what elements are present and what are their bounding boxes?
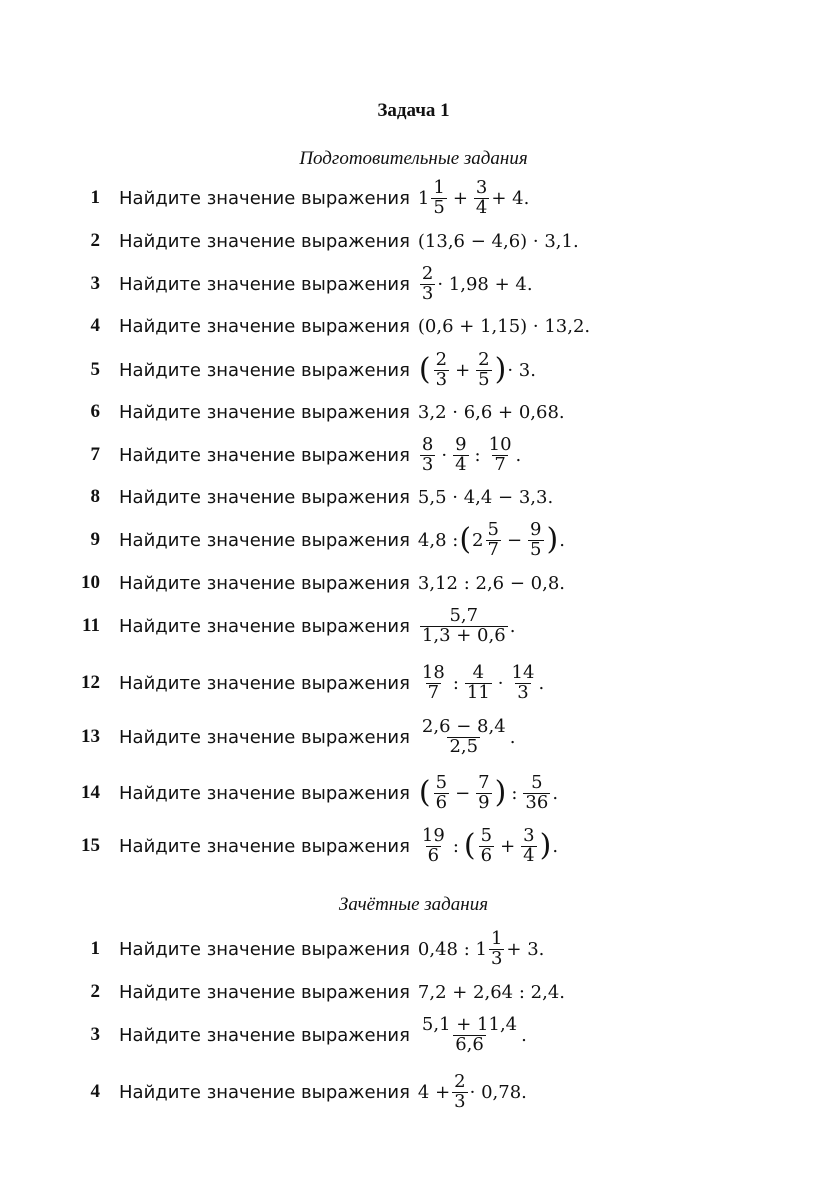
task-expression: 5,5 · 4,4 − 3,3. [417, 486, 554, 508]
task-expression: $\frac{5,7}{1,3 + 0,6}$ . [421, 604, 516, 646]
test-task-4 [0, 1064, 827, 1120]
task-expression: $\frac{19}{6}$ : ( $\frac{5}{6}$ + $\frac{3}{4}$ ) . [421, 824, 559, 866]
task-expression: $\frac{18}{7}$ : $\frac{4}{11}$ · $\frac{14}{3}$ . [421, 661, 545, 703]
task-expression: 4,8 : ( 2 $\frac{5}{7}$ − $\frac{9}{5}$ ) . [417, 518, 565, 560]
test-section-title: Зачётные задания [338, 894, 489, 915]
task-lead: Найдите значение выражения [119, 938, 410, 960]
task-expression: ( $\frac{5}{6}$ − $\frac{7}{9}$ ) : $\frac{5}{36}$ . [418, 771, 559, 813]
task-number: 2 [90, 230, 100, 251]
page-title: Задача 1 [377, 100, 450, 121]
fraction: $\frac{2}{3}$ [454, 1070, 466, 1112]
prep-task-14 [0, 765, 827, 821]
fraction: $\frac{2}{3}$ [435, 348, 448, 390]
test-task-3 [0, 1007, 827, 1063]
task-expression: $\frac{5,1 + 11,4}{6,6}$ . [421, 1013, 527, 1055]
task-number: 2 [90, 981, 100, 1002]
task-lead: Найдите значение выражения [119, 359, 410, 381]
task-expression: 7,2 + 2,64 : 2,4. [417, 981, 565, 1003]
prep-section-title: Подготовительные задания [299, 148, 528, 169]
fraction: $\frac{1}{3}$ [490, 927, 503, 969]
task-lead: Найдите значение выражения [119, 572, 410, 594]
task-number: 5 [90, 359, 100, 380]
fraction: $\frac{5}{6}$ [435, 771, 448, 813]
task-expression: 1 $\frac{1}{5}$ + $\frac{3}{4}$ + 4. [417, 176, 530, 218]
task-lead: Найдите значение выражения [119, 672, 410, 694]
task-number: 11 [82, 615, 100, 636]
fraction: $\frac{2}{3}$ [421, 262, 434, 304]
fraction: $\frac{19}{6}$ [421, 824, 445, 866]
task-lead: Найдите значение выражения [119, 230, 410, 252]
task-number: 12 [81, 672, 100, 693]
task-expression: 3,12 : 2,6 − 0,8. [417, 572, 565, 594]
fraction: $\frac{2}{5}$ [478, 348, 490, 390]
task-lead: Найдите значение выражения [119, 782, 410, 804]
task-expression: 0,48 : 1 $\frac{1}{3}$ + 3. [417, 927, 545, 969]
task-expression: (0,6 + 1,15) · 13,2. [417, 315, 591, 337]
fraction: $\frac{7}{9}$ [478, 771, 490, 813]
task-lead: Найдите значение выражения [119, 444, 410, 466]
task-number: 15 [81, 835, 100, 856]
task-expression: ( $\frac{2}{3}$ + $\frac{2}{5}$ ) · 3. [418, 348, 536, 390]
task-lead: Найдите значение выражения [119, 1024, 410, 1046]
fraction: $\frac{5,7}{1,3 + 0,6}$ [421, 604, 506, 646]
fraction: $\frac{5,1 + 11,4}{6,6}$ [421, 1013, 518, 1055]
prep-task-11 [0, 598, 827, 654]
fraction: $\frac{1}{5}$ [433, 176, 445, 218]
prep-task-12 [0, 655, 827, 711]
task-number: 3 [90, 1024, 100, 1045]
fraction: $\frac{9}{4}$ [455, 433, 467, 475]
task-lead: Найдите значение выражения [119, 835, 410, 857]
task-expression: 4 + $\frac{2}{3}$ · 0,78. [417, 1070, 527, 1112]
prep-task-13 [0, 709, 827, 765]
fraction: $\frac{5}{6}$ [480, 824, 493, 866]
task-number: 10 [81, 572, 100, 593]
fraction: $\frac{4}{11}$ [466, 661, 490, 703]
task-lead: Найдите значение выражения [119, 726, 410, 748]
task-lead: Найдите значение выражения [119, 401, 410, 423]
task-expression: $\frac{8}{3}$ · $\frac{9}{4}$ : $\frac{10}{7}$ . [421, 433, 522, 475]
fraction: $\frac{18}{7}$ [421, 661, 445, 703]
task-lead: Найдите значение выражения [119, 615, 410, 637]
prep-task-15 [0, 818, 827, 874]
task-lead: Найдите значение выражения [119, 1081, 410, 1103]
task-expression: $\frac{2}{3}$ · 1,98 + 4. [421, 262, 533, 304]
task-number: 6 [90, 401, 100, 422]
task-lead: Найдите значение выражения [119, 529, 410, 551]
task-number: 7 [90, 444, 100, 465]
task-lead: Найдите значение выражения [119, 981, 410, 1003]
fraction: $\frac{5}{36}$ [525, 771, 549, 813]
task-lead: Найдите значение выражения [119, 315, 410, 337]
fraction: $\frac{3}{4}$ [523, 824, 535, 866]
task-number: 4 [90, 1081, 100, 1102]
task-number: 13 [81, 726, 100, 747]
task-expression: (13,6 − 4,6) · 3,1. [417, 230, 579, 252]
task-number: 14 [81, 782, 100, 803]
task-number: 1 [90, 187, 100, 208]
task-expression: $\frac{2,6 - 8,4}{2,5}$ . [421, 715, 516, 757]
task-number: 1 [90, 938, 100, 959]
task-lead: Найдите значение выражения [119, 273, 410, 295]
task-expression: 3,2 · 6,6 + 0,68. [417, 401, 565, 423]
task-number: 3 [90, 273, 100, 294]
fraction: $\frac{2,6 - 8,4}{2,5}$ [421, 715, 506, 757]
task-lead: Найдите значение выражения [119, 187, 410, 209]
fraction: $\frac{14}{3}$ [511, 661, 535, 703]
fraction: $\frac{3}{4}$ [475, 176, 488, 218]
task-number: 4 [90, 315, 100, 336]
task-lead: Найдите значение выражения [119, 486, 410, 508]
fraction: $\frac{10}{7}$ [488, 433, 512, 475]
fraction: $\frac{5}{7}$ [487, 518, 499, 560]
fraction: $\frac{9}{5}$ [530, 518, 542, 560]
task-number: 9 [90, 529, 100, 550]
task-number: 8 [90, 486, 100, 507]
fraction: $\frac{8}{3}$ [421, 433, 434, 475]
